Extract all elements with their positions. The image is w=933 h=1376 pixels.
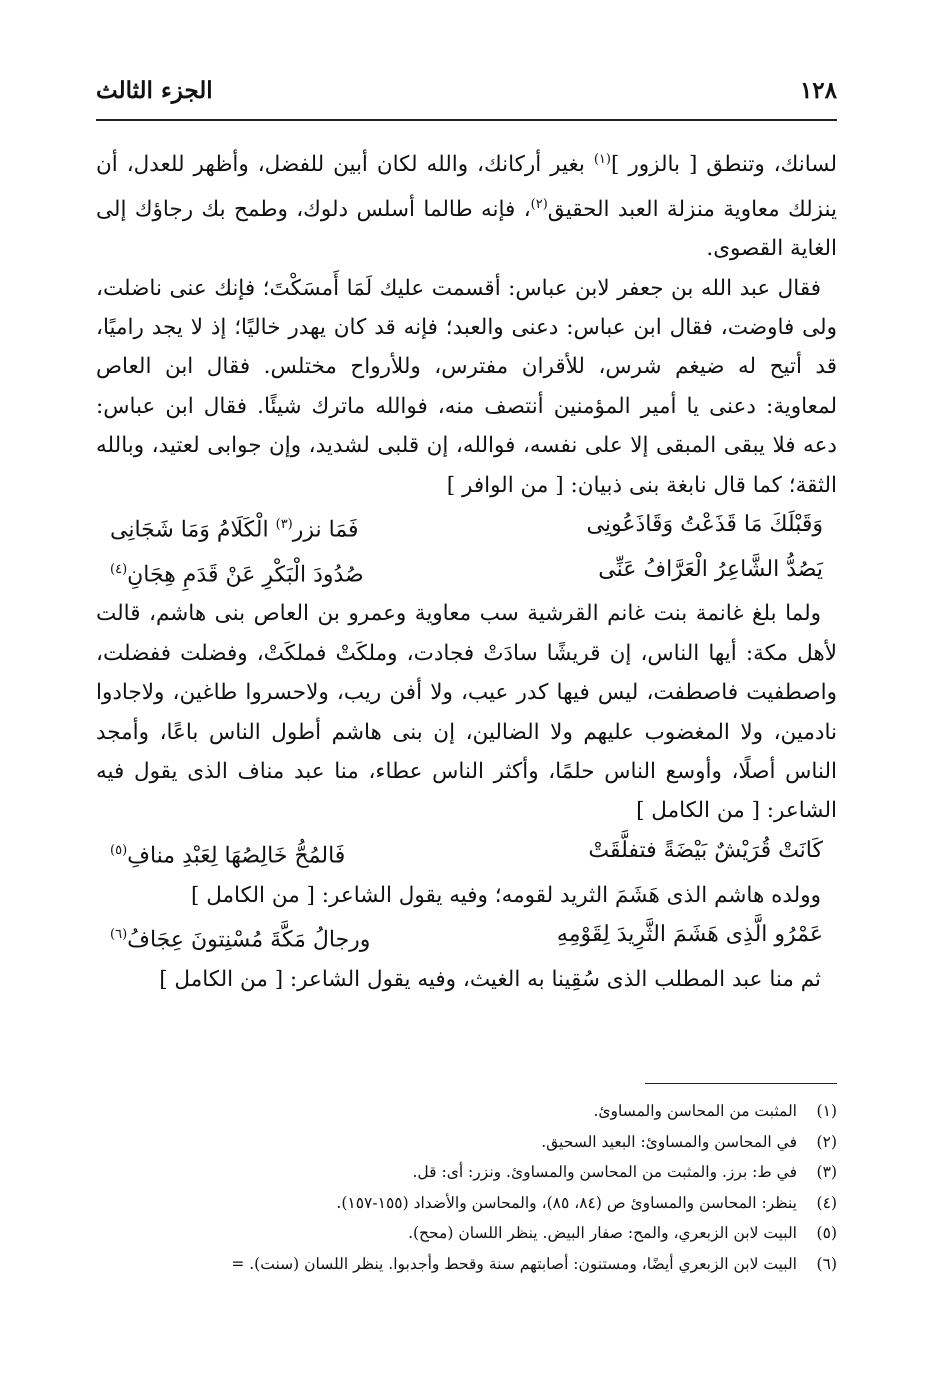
- verse-line-2: [96, 550, 837, 595]
- verse-line-1: [96, 505, 837, 550]
- footnote-number: (١): [816, 1102, 837, 1120]
- footnote-number: (٦): [816, 1254, 837, 1273]
- page-number: ١٢٨: [799, 76, 837, 104]
- paragraph-4: وولده هاشم الذى هَشَمَ الثريد لقومه؛ وفيه يقول الشاعر: [ من الكامل ]: [191, 882, 821, 908]
- verse-2-second-text: صُدُودَ الْبَكْرِ عَنْ قَدَمِ هِجَانِ: [127, 562, 364, 588]
- footnote: [96, 1188, 837, 1219]
- verse-2-second-hemistich: [110, 550, 364, 595]
- paragraph-1-part-b: بغير أركانك، والله لكان أبين للفضل، وأظهر للعدل، أن ينزلك معاوية منزلة العبد الحقيق: [96, 152, 837, 222]
- footnote-number: (٢): [816, 1132, 837, 1151]
- footnote: [96, 1127, 837, 1158]
- footnotes: [96, 1096, 837, 1280]
- verse-4-first-hemistich: عَمْرُو الَّذِى هَشَمَ الثَّرِيدَ لِقَوْمِهِ: [556, 922, 823, 948]
- footnote-ref-4: (٤): [110, 561, 128, 577]
- footnote-number: (٣): [816, 1163, 837, 1182]
- footnote-separator: [645, 1083, 837, 1084]
- verse-1-second-pre: فَمَا نزر: [292, 517, 359, 543]
- verse-4-second-text: ورجالُ مَكَّةَ مُسْنِتونَ عِجَافُ: [127, 927, 371, 953]
- paragraph-1-part-c: ، فإنه طالما أسلس دلوك، وطمح بك رجاؤك إلى الغاية القصوى.: [96, 196, 837, 262]
- verse-3-second-text: فَالمُحُّ خَالِصُهَا لِعَبْدِ منافِ: [127, 843, 346, 869]
- footnote-ref-3: (٣): [275, 516, 293, 532]
- footnote: [96, 1157, 837, 1188]
- paragraph-1-part-a: لسانك، وتنطق [ بالزور ]: [610, 152, 838, 178]
- footnote-ref-6: (٦): [110, 927, 128, 943]
- footnote: [96, 1096, 837, 1127]
- footnote-text: ينظر: المحاسن والمساوئ ص (٨٤، ٨٥)، والمحاسن والأضداد (١٥٥-١٥٧).: [336, 1193, 797, 1212]
- footnote-ref-1: (١): [593, 152, 611, 167]
- footnote-number: (٥): [816, 1224, 837, 1243]
- running-title: الجزء الثالث: [96, 76, 213, 104]
- paragraph-5: ثم منا عبد المطلب الذى سُقِينا به الغيث، وفيه يقول الشاعر: [ من الكامل ]: [159, 966, 821, 992]
- paragraph-3: ولما بلغ غانمة بنت غانم القرشية سب معاوية وعمرو بن العاص بنى هاشم، قالت لأهل مكة: أيها الناس، إن قريشًا سادَتْ فجادت، وملكَتْ فملكَتْ، وفضلت ففضلت، واصطفيت فاصطفت، ليس فيها كدر عيب، ولا أفن ريب، ولاحسروا طاغين، ولاجادوا نادمين، ولا المغضوب عليهم ولا الضالين، إن بنى هاشم أطول الناس باعًا، وأمجد الناس أصلًا، وأوسع الناس حلمًا، وأكثر الناس عطاء، منا عبد مناف الذى يقول فيه الشاعر: [ من الكامل ]: [96, 601, 837, 824]
- footnote-text: البيت لابن الزبعري، والمح: صفار البيض. ينظر اللسان (محح).: [408, 1224, 797, 1243]
- footnote-text: المثبت من المحاسن والمساوئ.: [593, 1102, 797, 1120]
- footnote-ref-2: (٢): [530, 196, 548, 212]
- verse-line-4: [96, 915, 837, 960]
- footnote: [96, 1249, 837, 1280]
- verse-1-first-hemistich: وَقَبْلَكَ مَا قَذَعْتُ وَقَاذَعُونِى: [586, 511, 823, 537]
- main-text: [96, 140, 837, 999]
- verse-line-3: [96, 831, 837, 876]
- paragraph-2: فقال عبد الله بن جعفر لابن عباس: أقسمت عليك لَمَا أَمسَكْتَ؛ فإنك عنى ناضلت، ولى فاوضت، فقال ابن عباس: دعنى والعبد؛ فإنه قد كان يهدر خاليًا؛ إذ لا يجد راميًا، قد أتيح له ضيغم شرس، للأقران مفترس، وللأرواح مختلس. فقال ابن العاص لمعاوية: دعنى يا أمير المؤمنين أنتصف منه، فوالله ماترك شيئًا. فقال ابن عباس: دعه فلا يبقى المبقى إلا على نفسه، فوالله، إن قلبى لشديد، وإن جوابى لعتيد، وبالله الثقة؛ كما قال نابغة بنى ذبيان: [ من الوافر ]: [96, 275, 837, 498]
- footnote-text: في المحاسن والمساوئ: البعيد السحيق.: [541, 1132, 797, 1151]
- footnote-text: البيت لابن الزبعري أيضًا، ومستنون: أصابتهم سنة وقحط وأجدبوا. ينظر اللسان (سنت). =: [231, 1254, 797, 1273]
- verse-1-second-hemistich: [110, 505, 359, 550]
- verse-3-second-hemistich: [110, 831, 345, 876]
- footnote-text: في ط: برز. والمثبت من المحاسن والمساوئ. ونزر: أى: قل.: [412, 1163, 797, 1182]
- footnote-ref-5: (٥): [110, 842, 128, 858]
- verse-2-first-hemistich: يَصُدُّ الشَّاعِرُ الْعَرَّافُ عَنِّى: [598, 556, 823, 582]
- page-header: [96, 70, 837, 110]
- paragraph-1: [96, 140, 837, 269]
- header-rule: [96, 119, 837, 121]
- verse-4-second-hemistich: [110, 915, 370, 960]
- footnote: [96, 1218, 837, 1249]
- verse-3-first-hemistich: كَانَتْ قُرَيْشٌ بَيْضَةً فتفلَّقَتْ: [588, 837, 823, 863]
- footnote-number: (٤): [816, 1193, 837, 1212]
- verse-1-second-post: الْكَلَامُ وَمَا شَجَانِى: [110, 517, 276, 543]
